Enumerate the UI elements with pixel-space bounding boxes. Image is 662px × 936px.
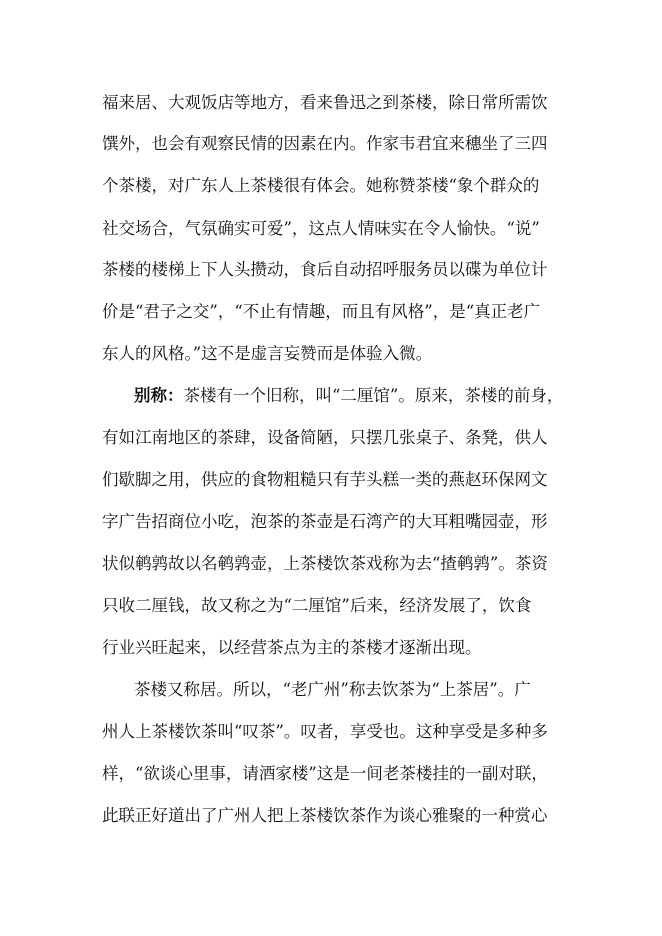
text-line: 字广告招商位小吃，泡茶的茶壶是石湾产的大耳粗嘴园壶，形 (102, 512, 548, 531)
text-line-first: 茶楼又称居。所以，“老广州”称去饮茶为“上茶居”。广 (134, 680, 531, 699)
text-line: 此联正好道出了广州人把上茶楼饮茶作为谈心雅聚的一种赏心 (102, 806, 548, 825)
text-line: 州人上茶楼饮茶叫“叹茶”。叹者，享受也。这种享受是多种多 (102, 722, 548, 741)
text-line: 茶楼的楼梯上下人头攒动，食后自动招呼服务员以碟为单位计 (102, 260, 548, 279)
text-line: 东人的风格。”这不是虚言妄赞而是体验入微。 (102, 344, 433, 363)
text-line: 价是“君子之交”，“不止有情趣，而且有风格”，是“真正老广 (102, 302, 541, 321)
text-line: 社交场合，气氛确实可爱”，这点人情味实在令人愉快。“说” (102, 219, 540, 238)
text-line: 们歇脚之用，供应的食物粗糙只有芋头糕一类的燕赵环保网文 (102, 470, 548, 489)
text-line: 样，“欲谈心里事，请酒家楼”这是一间老茶楼挂的一副对联， (102, 764, 548, 783)
text-run: 茶楼有一个旧称，叫“二厘馆”。原来，茶楼的前身， (183, 386, 564, 405)
text-line: 有如江南地区的茶肆，设备简陋，只摆几张桌子、条凳，供人 (102, 428, 548, 447)
text-line: 行业兴旺起来，以经营茶点为主的茶楼才逐渐出现。 (102, 638, 482, 657)
text-line: 只收二厘钱，故又称之为“二厘馆”后来，经济发展了，饮食 (102, 596, 532, 615)
text-line: 个茶楼，对广东人上茶楼很有体会。她称赞茶楼“象个群众的 (102, 176, 540, 195)
text-line: 状似鹌鹑故以名鹌鹑壶，上茶楼饮茶戏称为去“揸鹌鹑”。茶资 (102, 554, 548, 573)
text-line: 馔外，也会有观察民情的因素在内。作家韦君宜来穗坐了三四 (102, 134, 548, 153)
text-line: 福来居、大观饭店等地方，看来鲁迅之到茶楼，除日常所需饮 (102, 93, 548, 112)
section-label: 别称： (134, 386, 184, 405)
text-line-first (134, 386, 582, 406)
